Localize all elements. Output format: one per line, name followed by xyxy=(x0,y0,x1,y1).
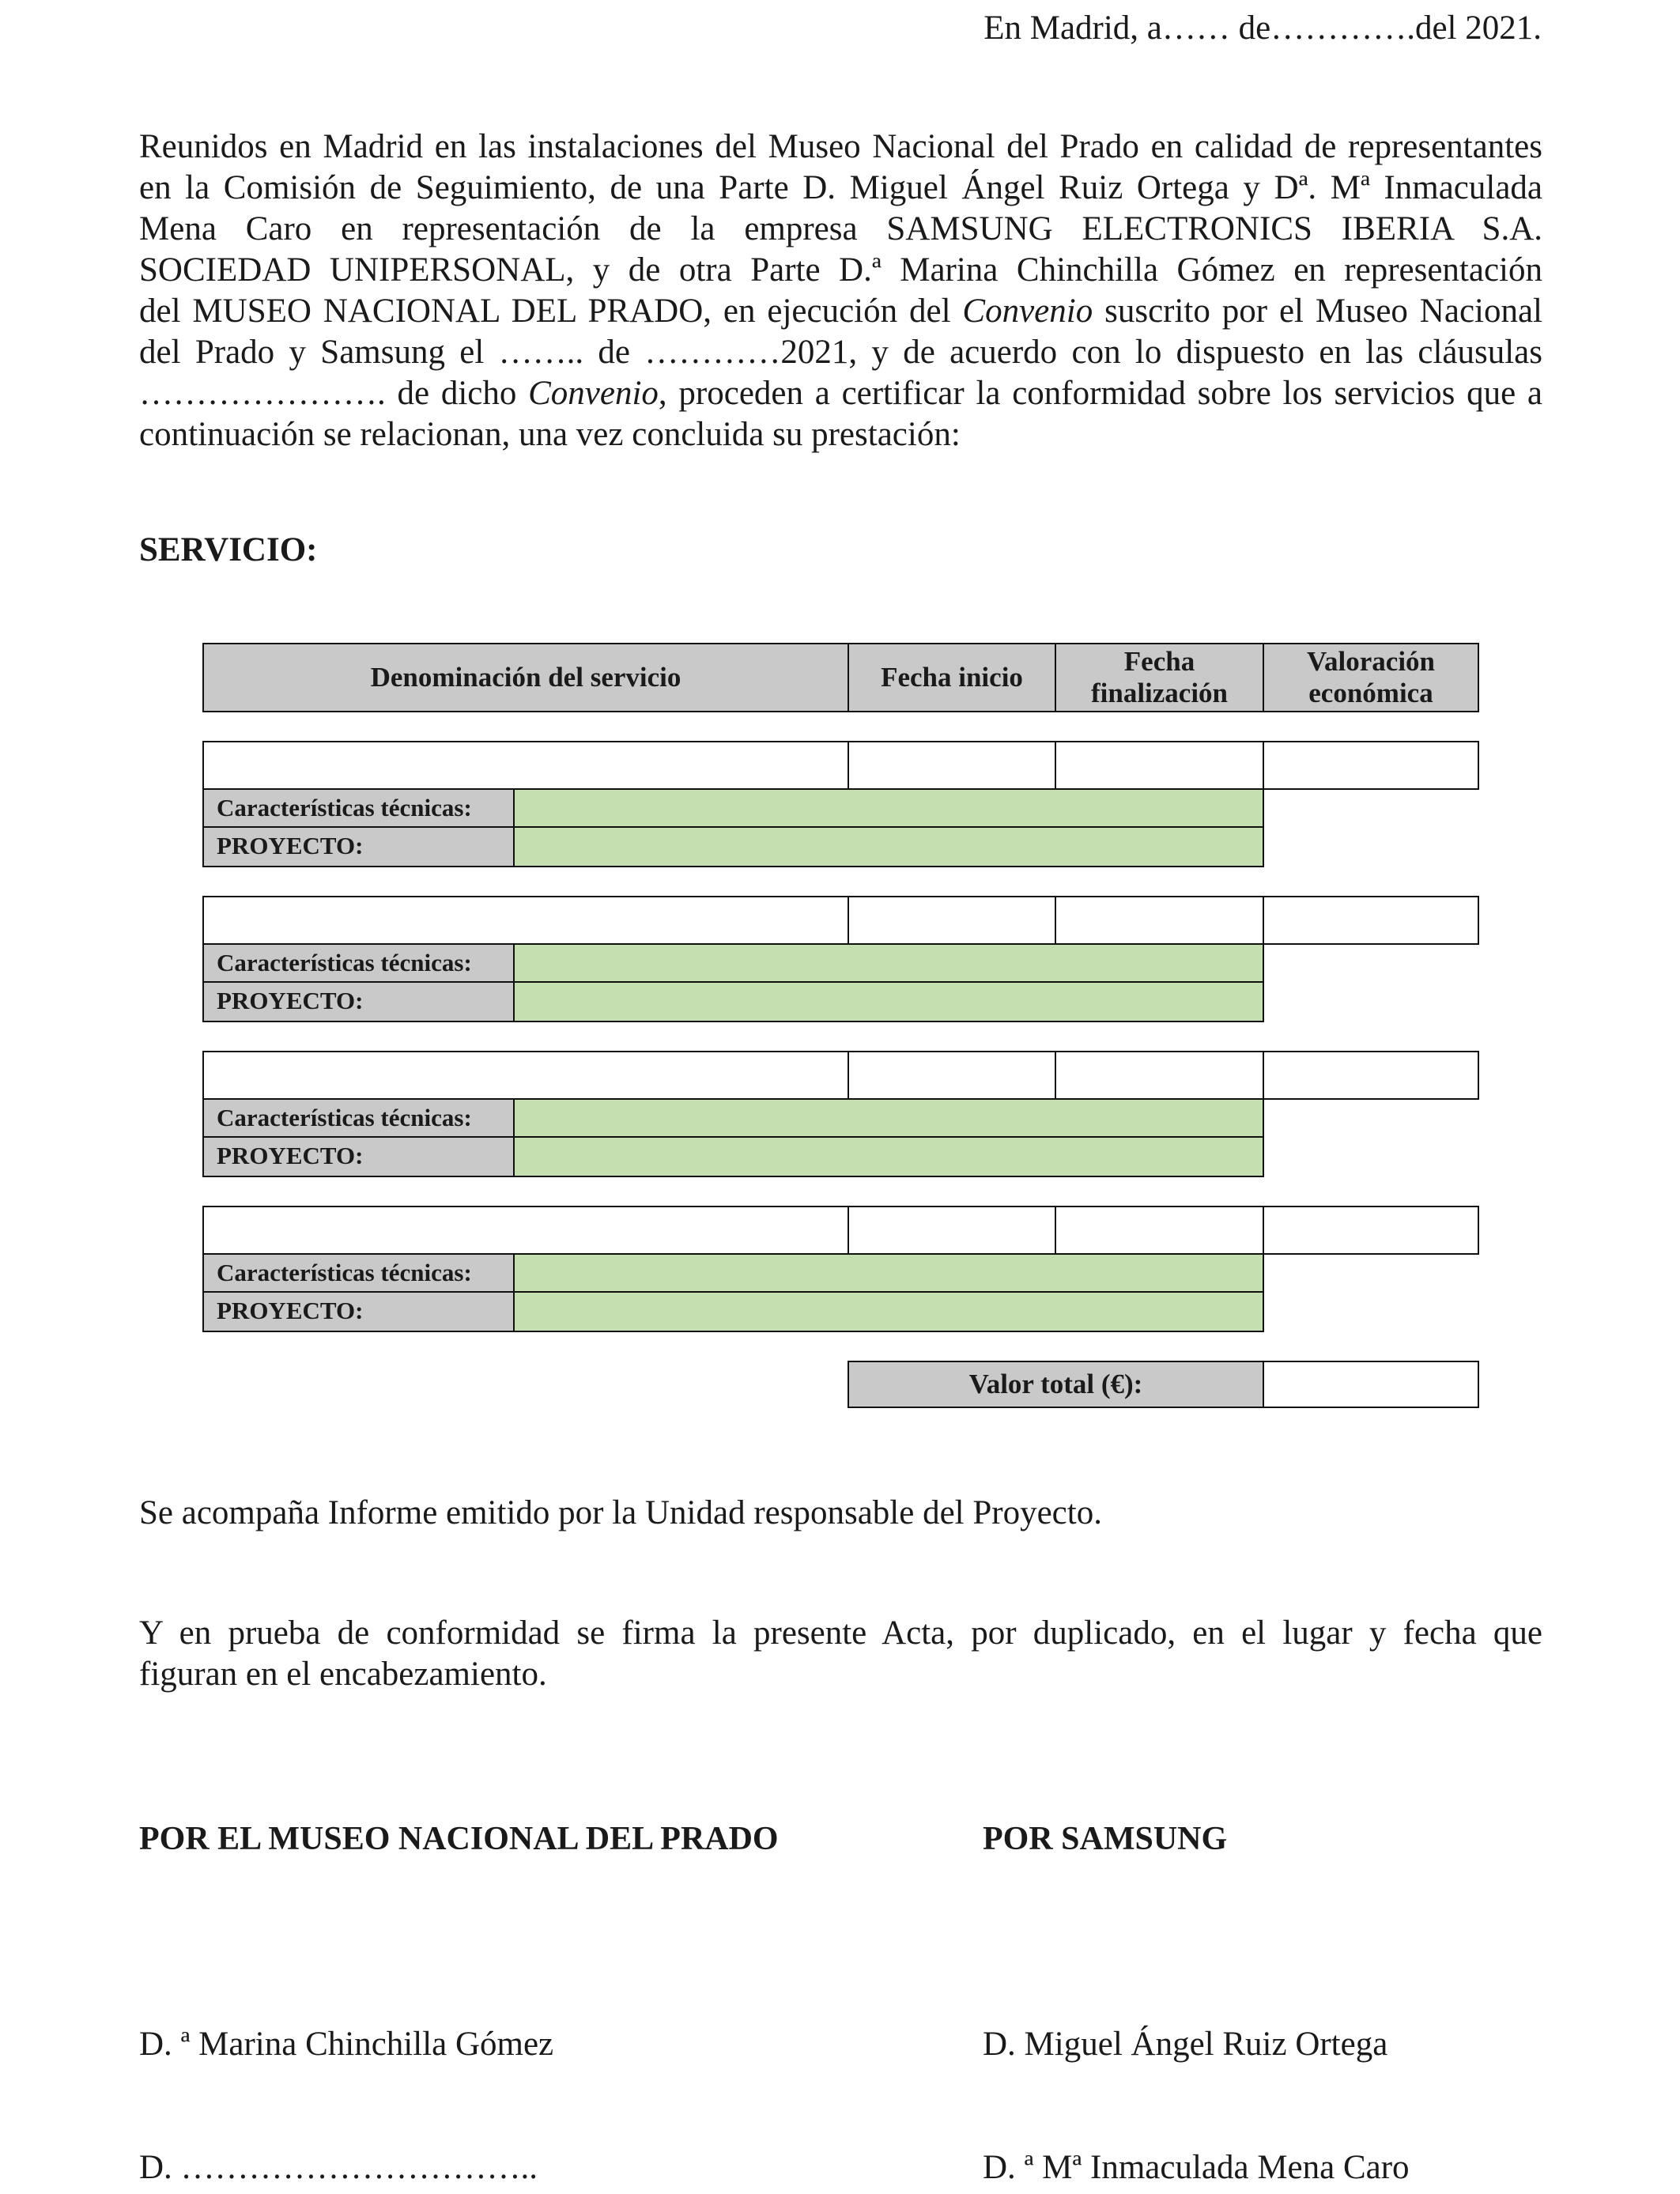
valoracion-field[interactable] xyxy=(1263,896,1479,945)
total-label: Valor total (€): xyxy=(848,1361,1264,1408)
denominacion-field[interactable] xyxy=(202,1206,849,1255)
proyecto-label: PROYECTO: xyxy=(202,1136,515,1177)
denominacion-field[interactable] xyxy=(202,1051,849,1100)
convenio-emphasis: Convenio xyxy=(962,293,1093,330)
informe-paragraph: Se acompaña Informe emitido por la Unidad responsable del Proyecto. xyxy=(139,1494,1102,1531)
caracteristicas-label: Características técnicas: xyxy=(202,943,515,983)
valoracion-field[interactable] xyxy=(1263,1206,1479,1255)
caracteristicas-field[interactable] xyxy=(513,788,1264,828)
signature-heading-museo: POR EL MUSEO NACIONAL DEL PRADO xyxy=(139,1821,779,1857)
intro-line: SOCIEDAD UNIPERSONAL, y de otra Parte D.ª Marina Chinchilla Gómez en representación xyxy=(139,251,1542,289)
intro-text: …………………. de dicho xyxy=(139,375,529,412)
intro-line xyxy=(139,291,1542,332)
intro-paragraph xyxy=(139,127,1542,455)
section-title: SERVICIO: xyxy=(139,531,318,568)
fecha-inicio-field[interactable] xyxy=(848,741,1056,790)
header-valoracion: Valoración económica xyxy=(1263,643,1479,712)
signatory-name: D. ………………………….. xyxy=(139,2149,538,2186)
proyecto-label: PROYECTO: xyxy=(202,981,515,1022)
signature-heading-samsung: POR SAMSUNG xyxy=(983,1821,1228,1857)
intro-text: , proceden a certificar la conformidad sobre los servicios que a xyxy=(658,375,1542,412)
caracteristicas-field[interactable] xyxy=(513,1253,1264,1293)
fecha-inicio-field[interactable] xyxy=(848,896,1056,945)
denominacion-field[interactable] xyxy=(202,741,849,790)
fecha-fin-field[interactable] xyxy=(1055,741,1264,790)
total-value-field[interactable] xyxy=(1263,1361,1479,1408)
intro-line: continuación se relacionan, una vez concluida su prestación: xyxy=(139,416,961,453)
caracteristicas-field[interactable] xyxy=(513,1098,1264,1138)
conformidad-line: Y en prueba de conformidad se firma la presente Acta, por duplicado, en el lugar y fecha que xyxy=(139,1614,1542,1652)
signatory-name: D. ª Mª Inmaculada Mena Caro xyxy=(983,2149,1410,2186)
valoracion-field[interactable] xyxy=(1263,741,1479,790)
fecha-inicio-field[interactable] xyxy=(848,1051,1056,1100)
proyecto-field[interactable] xyxy=(513,981,1264,1022)
proyecto-label: PROYECTO: xyxy=(202,826,515,867)
valoracion-field[interactable] xyxy=(1263,1051,1479,1100)
signatory-name: D. ª Marina Chinchilla Gómez xyxy=(139,2026,554,2063)
intro-line: del Prado y Samsung el …….. de …………2021, y de acuerdo con lo dispuesto en las cláusulas xyxy=(139,334,1542,371)
header-denominacion: Denominación del servicio xyxy=(202,643,849,712)
signatory-name: D. Miguel Ángel Ruiz Ortega xyxy=(983,2026,1388,2063)
header-fecha-fin: Fecha finalización xyxy=(1055,643,1264,712)
conformidad-line: figuran en el encabezamiento. xyxy=(139,1656,547,1693)
intro-text: del MUSEO NACIONAL DEL PRADO, en ejecución del xyxy=(139,293,963,330)
intro-text: suscrito por el Museo Nacional xyxy=(1093,293,1543,330)
conformidad-paragraph xyxy=(139,1613,1542,1695)
proyecto-label: PROYECTO: xyxy=(202,1291,515,1332)
denominacion-field[interactable] xyxy=(202,896,849,945)
intro-line: en la Comisión de Seguimiento, de una Parte D. Miguel Ángel Ruiz Ortega y Dª. Mª Inmaculada xyxy=(139,169,1542,206)
proyecto-field[interactable] xyxy=(513,1291,1264,1332)
fecha-fin-field[interactable] xyxy=(1055,896,1264,945)
date-line: En Madrid, a…… de………….del 2021. xyxy=(983,9,1542,47)
caracteristicas-label: Características técnicas: xyxy=(202,788,515,828)
fecha-inicio-field[interactable] xyxy=(848,1206,1056,1255)
caracteristicas-label: Características técnicas: xyxy=(202,1098,515,1138)
intro-line: Reunidos en Madrid en las instalaciones del Museo Nacional del Prado en calidad de representantes xyxy=(139,128,1542,165)
caracteristicas-field[interactable] xyxy=(513,943,1264,983)
intro-line: Mena Caro en representación de la empresa SAMSUNG ELECTRONICS IBERIA S.A. xyxy=(139,210,1542,247)
proyecto-field[interactable] xyxy=(513,826,1264,867)
header-fecha-inicio: Fecha inicio xyxy=(848,643,1056,712)
proyecto-field[interactable] xyxy=(513,1136,1264,1177)
fecha-fin-field[interactable] xyxy=(1055,1206,1264,1255)
convenio-emphasis: Convenio xyxy=(528,375,659,412)
fecha-fin-field[interactable] xyxy=(1055,1051,1264,1100)
caracteristicas-label: Características técnicas: xyxy=(202,1253,515,1293)
intro-line xyxy=(139,373,1542,414)
